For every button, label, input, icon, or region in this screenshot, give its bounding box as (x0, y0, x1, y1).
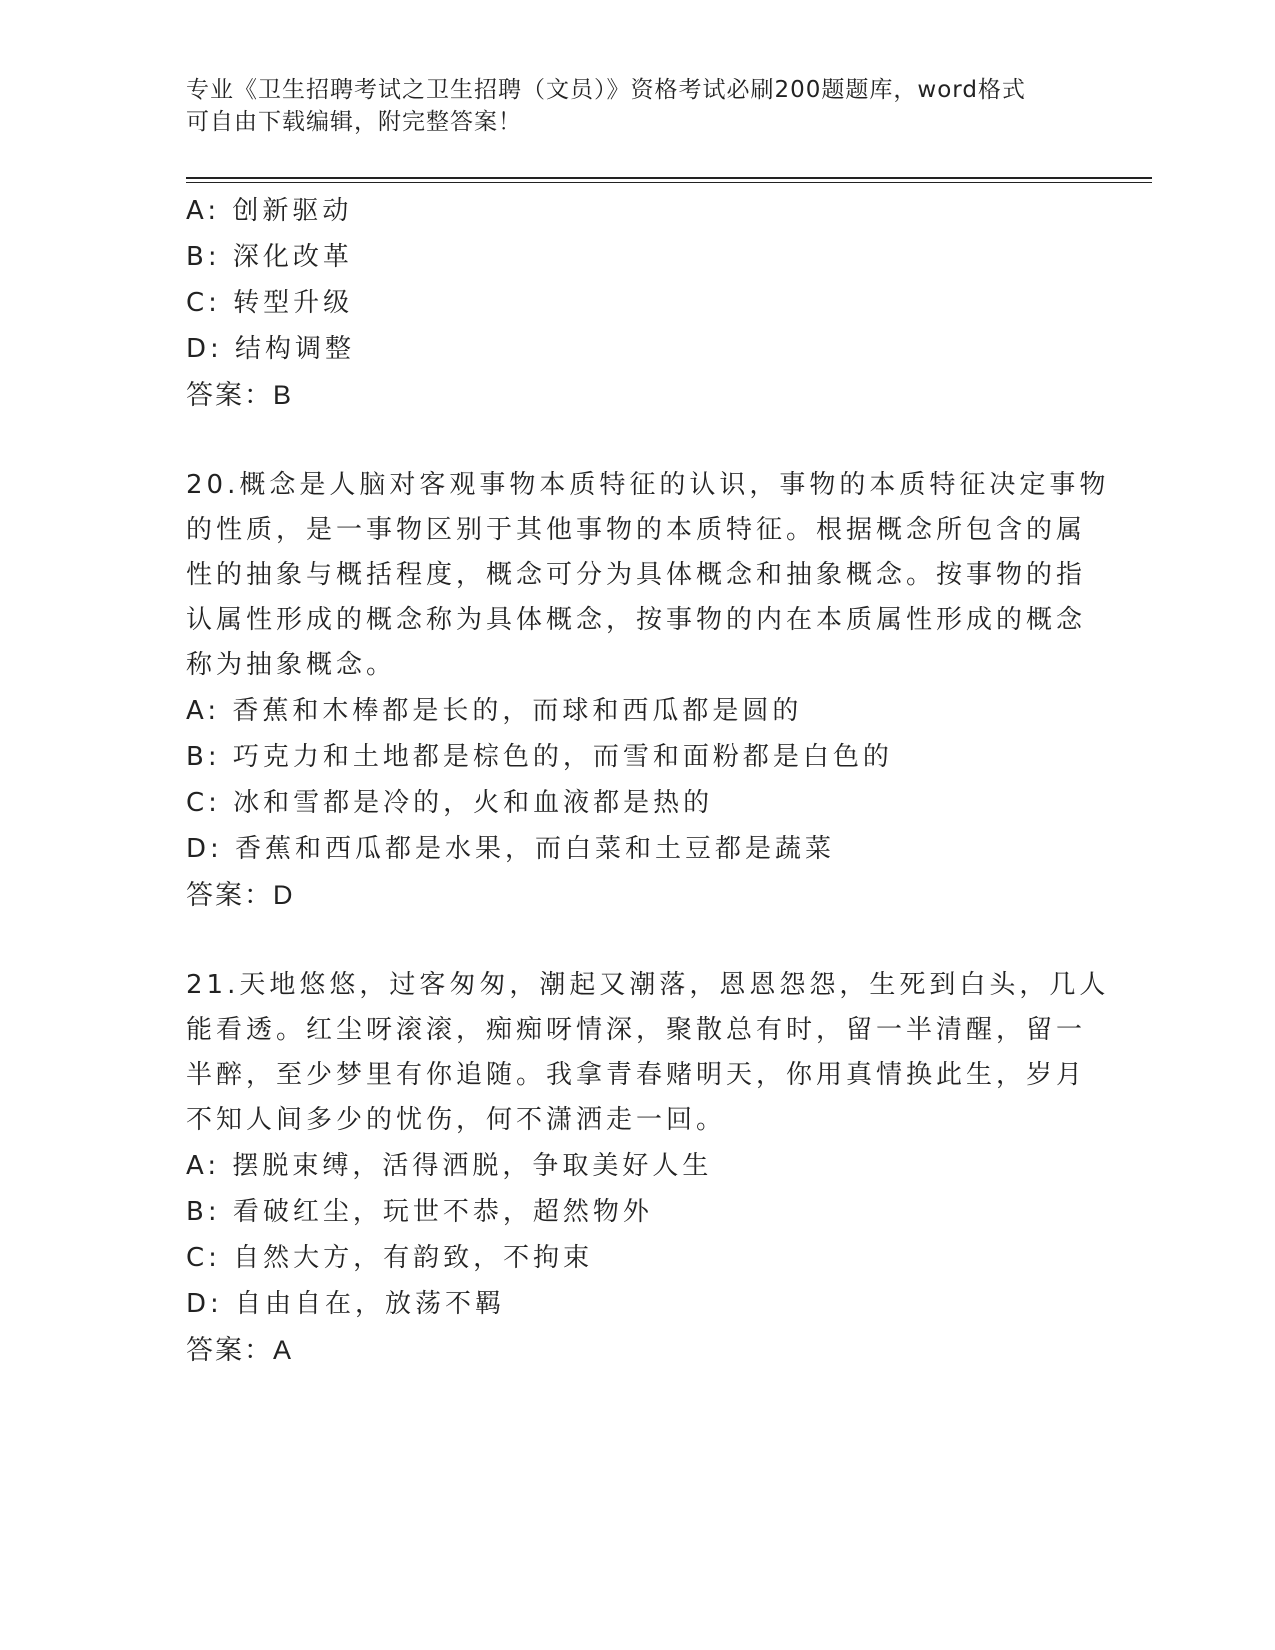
question-20 (186, 463, 1110, 918)
question-stem-line: 20.概念是人脑对客观事物本质特征的认识，事物的本质特征决定事物 (186, 470, 1110, 500)
option-d: D: 结构调整 (186, 334, 356, 364)
question-stem-line: 半醉，至少梦里有你追随。我拿青春赌明天，你用真情换此生，岁月 (186, 1060, 1087, 1090)
question-stem-line: 能看透。红尘呀滚滚，痴痴呀情深，聚散总有时，留一半清醒，留一 (186, 1015, 1087, 1045)
answer-line: 答案：B (186, 380, 294, 410)
option-d: D: 香蕉和西瓜都是水果，而白菜和土豆都是蔬菜 (186, 834, 836, 864)
option-c: C: 自然大方，有韵致，不拘束 (186, 1243, 594, 1273)
answer-line: 答案：A (186, 1335, 294, 1365)
question-stem (186, 463, 1110, 688)
question-21 (186, 963, 1110, 1373)
question-stem-line: 认属性形成的概念称为具体概念，按事物的内在本质属性形成的概念 (186, 605, 1087, 635)
header-rule-thick (186, 177, 1152, 179)
header-title-line-1: 专业《卫生招聘考试之卫生招聘（文员）》资格考试必刷200题题库，word格式 (186, 77, 1026, 103)
option-a: A: 创新驱动 (186, 196, 353, 226)
question-list (186, 188, 1110, 1373)
question-stem-line: 性的抽象与概括程度，概念可分为具体概念和抽象概念。按事物的指 (186, 560, 1087, 590)
option-b: B: 巧克力和土地都是棕色的，而雪和面粉都是白色的 (186, 742, 893, 772)
option-c: C: 转型升级 (186, 288, 354, 318)
header-title-line-2: 可自由下载编辑，附完整答案！ (186, 109, 522, 135)
question-stem-line: 不知人间多少的忧伤，何不潇洒走一回。 (186, 1105, 727, 1135)
answer-line: 答案：D (186, 880, 295, 910)
question-stem (186, 963, 1110, 1143)
option-a: A: 摆脱束缚，活得洒脱，争取美好人生 (186, 1151, 713, 1181)
option-a: A: 香蕉和木棒都是长的，而球和西瓜都是圆的 (186, 696, 803, 726)
question-stem-line: 21.天地悠悠，过客匆匆，潮起又潮落，恩恩怨怨，生死到白头，几人 (186, 970, 1110, 1000)
question-stem-line: 称为抽象概念。 (186, 650, 397, 680)
header-rule-thin (186, 182, 1152, 183)
option-d: D: 自由自在，放荡不羁 (186, 1289, 506, 1319)
question-stem-line: 的性质，是一事物区别于其他事物的本质特征。根据概念所包含的属 (186, 515, 1087, 545)
question-19-continued (186, 188, 1086, 418)
option-b: B: 看破红尘，玩世不恭，超然物外 (186, 1197, 653, 1227)
document-header (186, 74, 1066, 138)
option-c: C: 冰和雪都是冷的，火和血液都是热的 (186, 788, 714, 818)
option-b: B: 深化改革 (186, 242, 353, 272)
